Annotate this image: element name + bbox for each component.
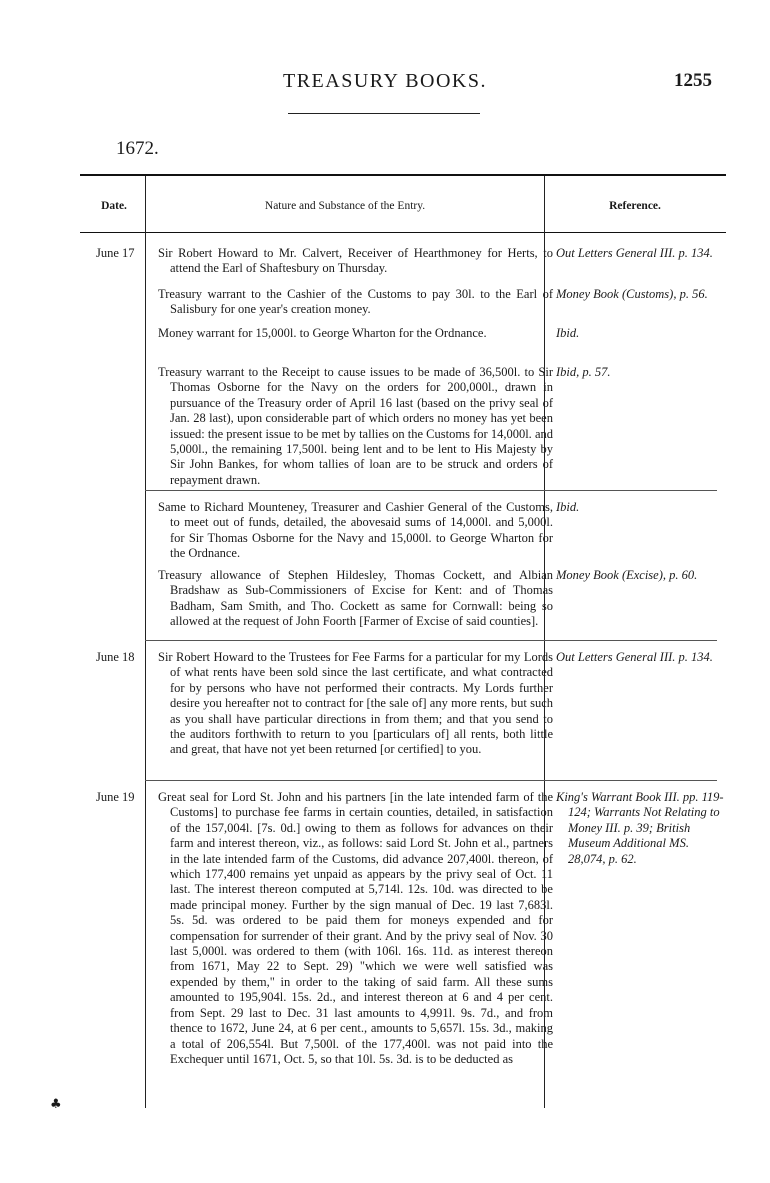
entry-text: Great seal for Lord St. John and his partners [in the late intended farm of the Customs] to purchase fee farms in certain counties, detailed, in satisfaction of the 157,004l. [7s. 0d.] owing to them as follows for advances on their farm and interest thereon, viz., as follows: said Lord St. John et al., partners in the late intended farm of the Customs, did advance 207,400l. thereon, of which 177,400 remains yet unpaid as appears by the privy seal of Oct. 11 last. The interest thereon computed at 5,714l. 12s. 10d. was directed to be made principal money. Further by the sign manual of Dec. 19 last 7,683l. 5s. 5d. was ordered to be paid them for moneys expended and for compensation for surrender of their grant. And by the privy seal of Nov. 30 last 5,000l. was ordered to them (with 106l. 16s. 11d. as interest thereon from 1671, May 22 to Sept. 29) "which we were well satisfied was expended by them," in order to the taking of said farm. All these sums amounted to 195,904l. 15s. 2d., and interest thereon at 6 and 4 per cent. from Sept. 29 last to Dec. 31 last amounts to 4,991l. 9s. 7d., and from thence to 1672, June 24, at 6 per cent., amounts to 5,657l. 15s. 3d., making a total of 206,554l. But 7,500l. of the 177,400l. was not paid into the Exchequer until 1671, Oct. 5, so that 10l. 5s. 3d. is to be deducted as bbox=[158, 790, 553, 1066]
year-heading: 1672. bbox=[116, 138, 159, 159]
column-header-reference: Reference. bbox=[609, 200, 661, 212]
column-header-date: Date. bbox=[101, 200, 127, 212]
column-divider-date bbox=[145, 176, 146, 1108]
entry-reference: Out Letters General III. p. 134. bbox=[556, 246, 713, 260]
entry-reference: Ibid. bbox=[556, 500, 580, 514]
entry-date: June 19 bbox=[96, 790, 135, 804]
page-title: TREASURY BOOKS. bbox=[282, 70, 487, 92]
table-head-rule bbox=[80, 232, 726, 233]
column-header-nature: Nature and Substance of the Entry. bbox=[264, 200, 426, 212]
entry-date: June 18 bbox=[96, 650, 135, 664]
entry-text: Money warrant for 15,000l. to George Wharton for the Ordnance. bbox=[158, 326, 487, 340]
entry-text: Treasury allowance of Stephen Hildesley, Thomas Cockett, and Albian Bradshaw as Sub-Commissioners of Excise for Kent: and of Thomas Badham, Sam Smith, and Tho. Cockett as same for Cornwall: being so allowed at the request of John Foorth [Farmer of Excise of said counties]. bbox=[158, 568, 553, 629]
entry-text: Treasury warrant to the Receipt to cause issues to be made of 36,500l. to Sir Thomas Osborne for the Navy on the orders for 200,000l., drawn in pursuance of the Treasury order of April 16 last (based on the privy seal of Jan. 28 last), upon considerable part of which orders no money has yet been issued: the present issue to be met by tallies on the Customs for 14,000l. and 5,000l., the remaining 17,500l. being lent and to be lent to His Majesty by Sir John Bankes, for whom tallies of loan are to be struck and orders of repayment drawn. bbox=[158, 365, 553, 487]
entry-text: Sir Robert Howard to Mr. Calvert, Receiver of Hearthmoney for Herts, to attend the Earl of Shaftesbury on Thursday. bbox=[158, 246, 553, 276]
entry-reference: Money Book (Excise), p. 60. bbox=[556, 568, 698, 582]
entry-separator bbox=[145, 640, 717, 641]
entry-text: Treasury warrant to the Cashier of the Customs to pay 30l. to the Earl of Salisbury for one year's creation money. bbox=[158, 287, 553, 317]
running-head bbox=[0, 70, 770, 100]
entry-separator bbox=[145, 490, 717, 491]
entry-text: Same to Richard Mounteney, Treasurer and Cashier General of the Customs, to meet out of funds, detailed, the abovesaid sums of 14,000l. and 5,000l. for Sir Thomas Osborne for the Navy and 15,000l. to George Wharton for the Ordnance. bbox=[158, 500, 553, 561]
page-number: 1255 bbox=[674, 70, 712, 91]
table-top-rule bbox=[80, 174, 726, 176]
header-rule bbox=[288, 113, 480, 114]
entry-reference: King's Warrant Book III. pp. 119-124; Warrants Not Relating to Money III. p. 39; British Museum Additional MS. 28,074, p. 62. bbox=[556, 790, 724, 866]
entry-reference: Ibid, p. 57. bbox=[556, 365, 611, 379]
entry-reference: Out Letters General III. p. 134. bbox=[556, 650, 713, 664]
entry-reference: Money Book (Customs), p. 56. bbox=[556, 287, 708, 301]
entry-text: Sir Robert Howard to the Trustees for Fee Farms for a particular for my Lords of what rents have been sold since the last certificate, and what contracted for by persons who have not performed their contracts. My Lords further desire you hereafter not to contract for [the sale of] any more rents, but such as you shall have particular directions in from them; and that you send to the auditors forthwith to return to you [particulars of] all rents, both little and great, that have not yet been returned [or certified] to you. bbox=[158, 650, 553, 757]
entry-reference: Ibid. bbox=[556, 326, 580, 340]
entry-date: June 17 bbox=[96, 246, 135, 260]
printer-ornament: ♣ bbox=[50, 1097, 62, 1112]
entry-separator bbox=[145, 780, 717, 781]
